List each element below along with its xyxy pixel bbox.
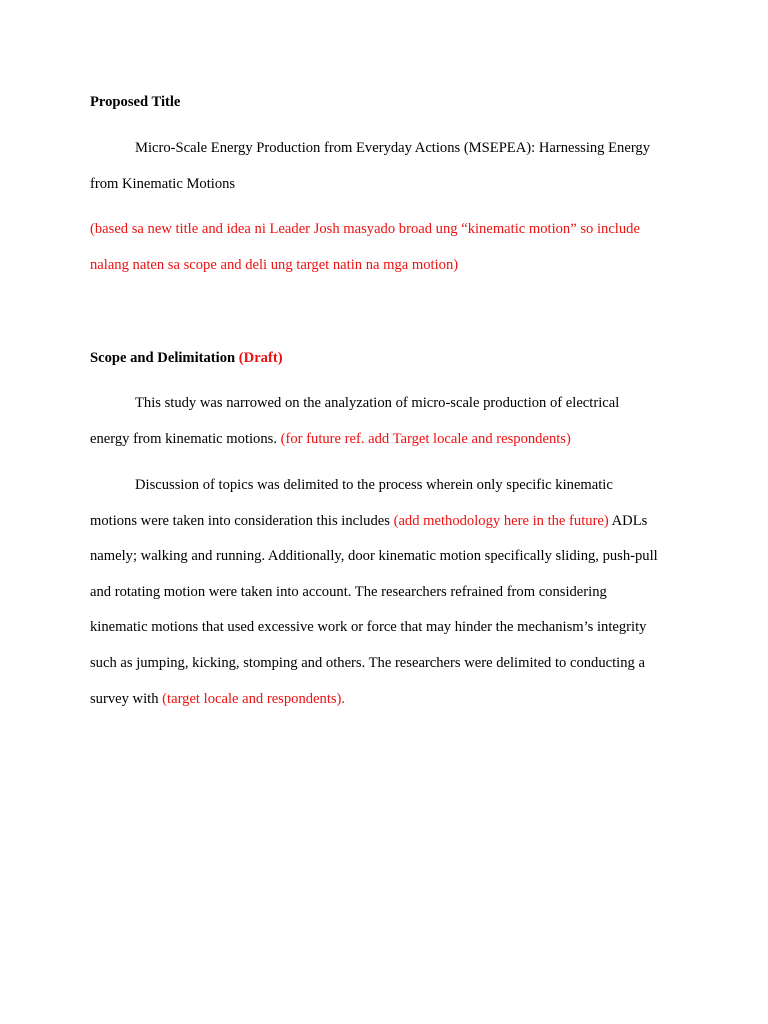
p2-line-4: and rotating motion were taken into account. The researchers refrained from considering: [90, 584, 607, 600]
p2-line-2-text-b: ADLs: [611, 513, 648, 529]
p2-line-3: namely; walking and running. Additionally, door kinematic motion specifically sliding, push-pull: [90, 548, 658, 564]
title-line-2: from Kinematic Motions: [90, 176, 236, 192]
p2-line-6: such as jumping, kicking, stomping and others. The researchers were delimited to conducting a: [90, 655, 645, 671]
title-note-line-1: (based sa new title and idea ni Leader Josh masyado broad ung “kinematic motion” so include: [90, 221, 640, 237]
p2-line-7: [90, 689, 345, 709]
p2-line-7-note: (target locale and respondents).: [162, 691, 346, 707]
p1-line-2-text: energy from kinematic motions.: [90, 431, 277, 447]
p2-line-2: [90, 511, 647, 531]
p2-line-1: Discussion of topics was delimited to the process wherein only specific kinematic: [135, 477, 613, 493]
p2-line-5: kinematic motions that used excessive work or force that may hinder the mechanism’s integrity: [90, 619, 647, 635]
scope-heading-line: [90, 348, 283, 368]
p1-line-2: [90, 429, 571, 449]
p1-line-2-note: (for future ref. add Target locale and respondents): [280, 431, 571, 447]
title-line-1: Micro-Scale Energy Production from Everyday Actions (MSEPEA): Harnessing Energy: [135, 140, 651, 156]
scope-heading: Scope and Delimitation: [90, 350, 236, 366]
p1-line-1: This study was narrowed on the analyzation of micro-scale production of electrical: [135, 395, 620, 411]
title-note-line-2: nalang naten sa scope and deli ung target natin na mga motion): [90, 257, 459, 273]
proposed-title-heading: Proposed Title: [90, 94, 181, 110]
scope-heading-draft-note: (Draft): [238, 350, 283, 366]
p2-line-7-text: survey with: [90, 691, 159, 707]
p2-line-2-text-a: motions were taken into consideration this includes: [90, 513, 390, 529]
p2-line-2-note: (add methodology here in the future): [393, 513, 609, 529]
